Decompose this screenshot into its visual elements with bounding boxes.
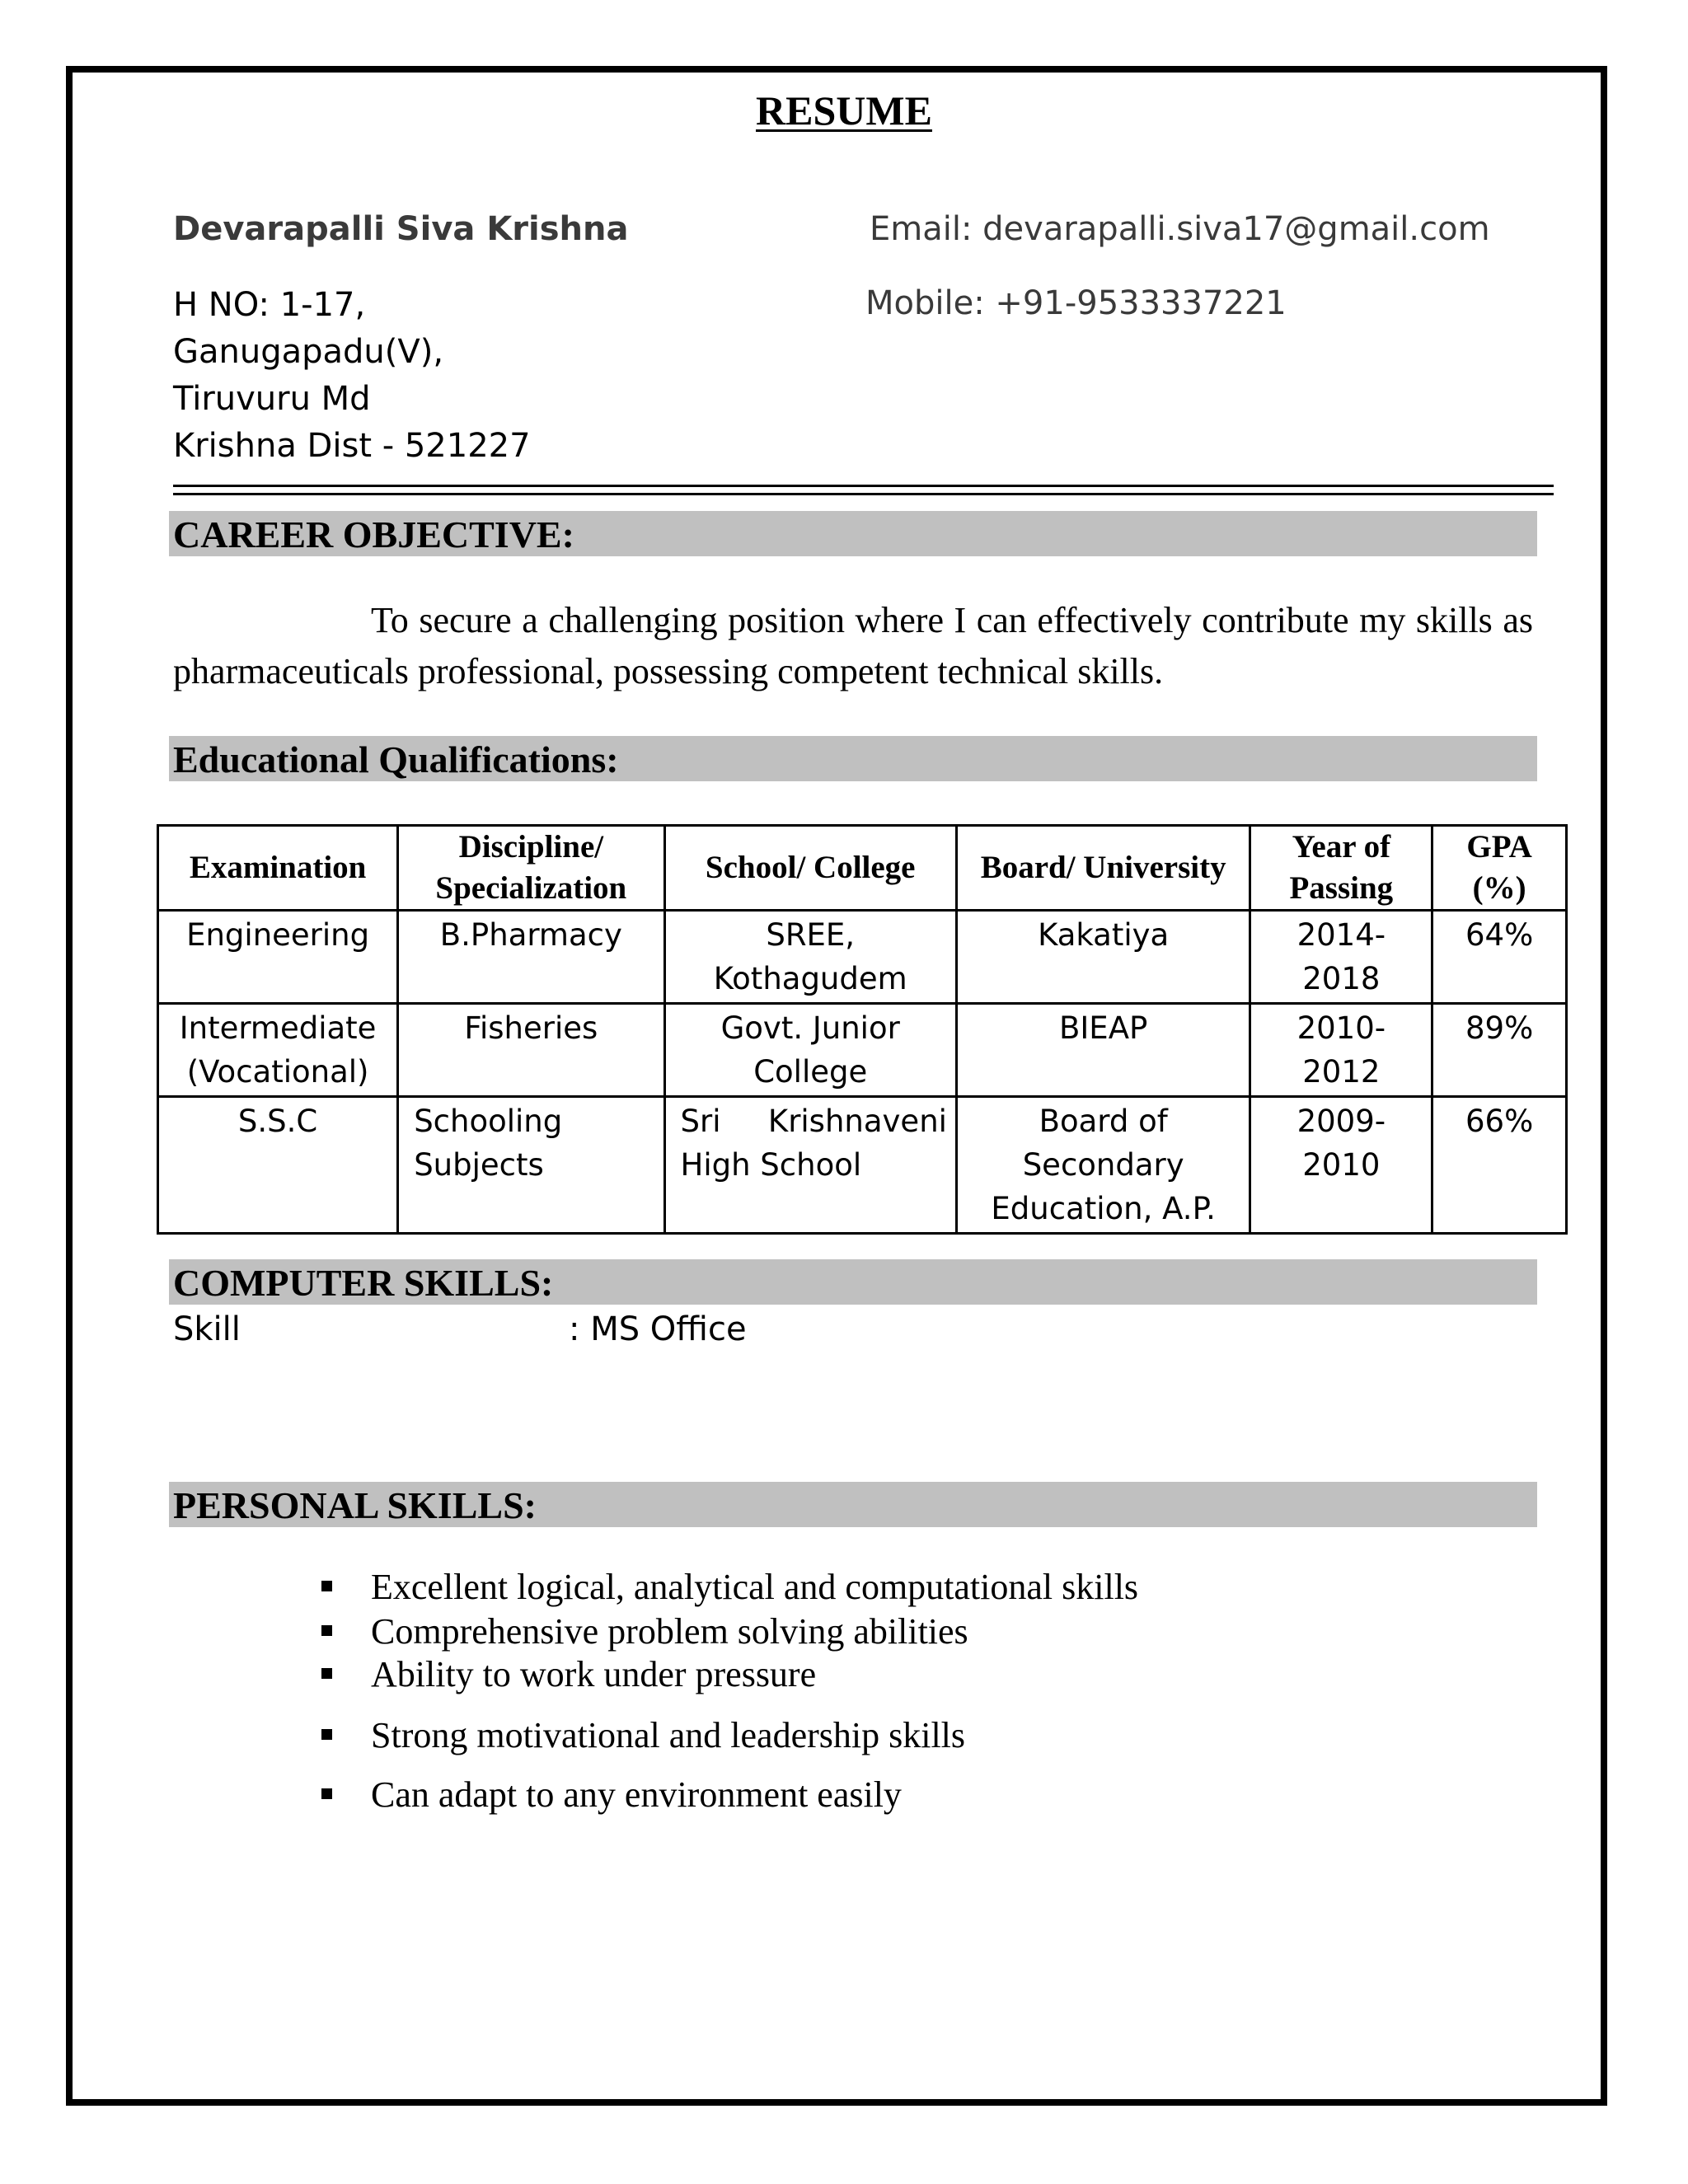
- address-line: H NO: 1-17,: [173, 286, 366, 324]
- table-cell: Kakatiya: [956, 911, 1250, 1004]
- bullet-square-icon: [321, 1581, 332, 1591]
- table-cell: Intermediate (Vocational): [158, 1004, 398, 1097]
- bullet-square-icon: [321, 1668, 332, 1679]
- computer-skills-heading: COMPUTER SKILLS:: [169, 1259, 1537, 1305]
- table-cell: 2010-2012: [1250, 1004, 1432, 1097]
- address-block: [173, 282, 531, 470]
- personal-skills-heading: PERSONAL SKILLS:: [169, 1482, 1537, 1527]
- table-row: [158, 1097, 1567, 1234]
- table-row: [158, 911, 1567, 1004]
- skill-label: Skill: [173, 1310, 241, 1348]
- table-cell: Schooling Subjects: [398, 1097, 664, 1234]
- table-cell: Engineering: [158, 911, 398, 1004]
- page-title: RESUME: [756, 87, 932, 134]
- mobile-text: Mobile: +91-9533337221: [865, 284, 1287, 322]
- skill-value: : MS Office: [569, 1310, 747, 1348]
- table-cell: SREE, Kothagudem: [664, 911, 956, 1004]
- education-table: [157, 824, 1568, 1235]
- table-row: [158, 1004, 1567, 1097]
- table-cell: Fisheries: [398, 1004, 664, 1097]
- address-line: Tiruvuru Md: [173, 380, 371, 418]
- table-cell: 2014-2018: [1250, 911, 1432, 1004]
- table-cell: Board of Secondary Education, A.P.: [956, 1097, 1250, 1234]
- table-cell: Govt. Junior College: [664, 1004, 956, 1097]
- skill-row: [173, 1310, 747, 1348]
- bullet-square-icon: [321, 1625, 332, 1636]
- address-line: Krishna Dist - 521227: [173, 427, 531, 465]
- divider-line: [173, 485, 1554, 487]
- bullet-square-icon: [321, 1729, 332, 1740]
- career-objective-heading: CAREER OBJECTIVE:: [169, 511, 1537, 556]
- column-header: School/ College: [664, 826, 956, 911]
- table-cell: 89%: [1432, 1004, 1567, 1097]
- career-objective-text: To secure a challenging position where I can effectively contribute my skills as pharmaceuticals professional, possessing competent technical skills.: [173, 600, 1533, 691]
- table-cell: S.S.C: [158, 1097, 398, 1234]
- column-header: Discipline/ Specialization: [398, 826, 664, 911]
- table-cell: B.Pharmacy: [398, 911, 664, 1004]
- divider-line: [173, 493, 1554, 495]
- column-header: Examination: [158, 826, 398, 911]
- column-header: Board/ University: [956, 826, 1250, 911]
- table-cell: BIEAP: [956, 1004, 1250, 1097]
- table-cell: Sri Krishnaveni High School: [664, 1097, 956, 1234]
- table-cell: 2009-2010: [1250, 1097, 1432, 1234]
- column-header: Year of Passing: [1250, 826, 1432, 911]
- table-cell: 66%: [1432, 1097, 1567, 1234]
- column-header: GPA (%): [1432, 826, 1567, 911]
- table-cell: 64%: [1432, 911, 1567, 1004]
- email-text: Email: devarapalli.siva17@gmail.com: [870, 210, 1490, 248]
- education-heading: Educational Qualifications:: [169, 736, 1537, 781]
- table-header-row: [158, 826, 1567, 911]
- bullet-square-icon: [321, 1788, 332, 1799]
- candidate-name: Devarapalli Siva Krishna: [173, 210, 629, 248]
- address-line: Ganugapadu(V),: [173, 333, 444, 371]
